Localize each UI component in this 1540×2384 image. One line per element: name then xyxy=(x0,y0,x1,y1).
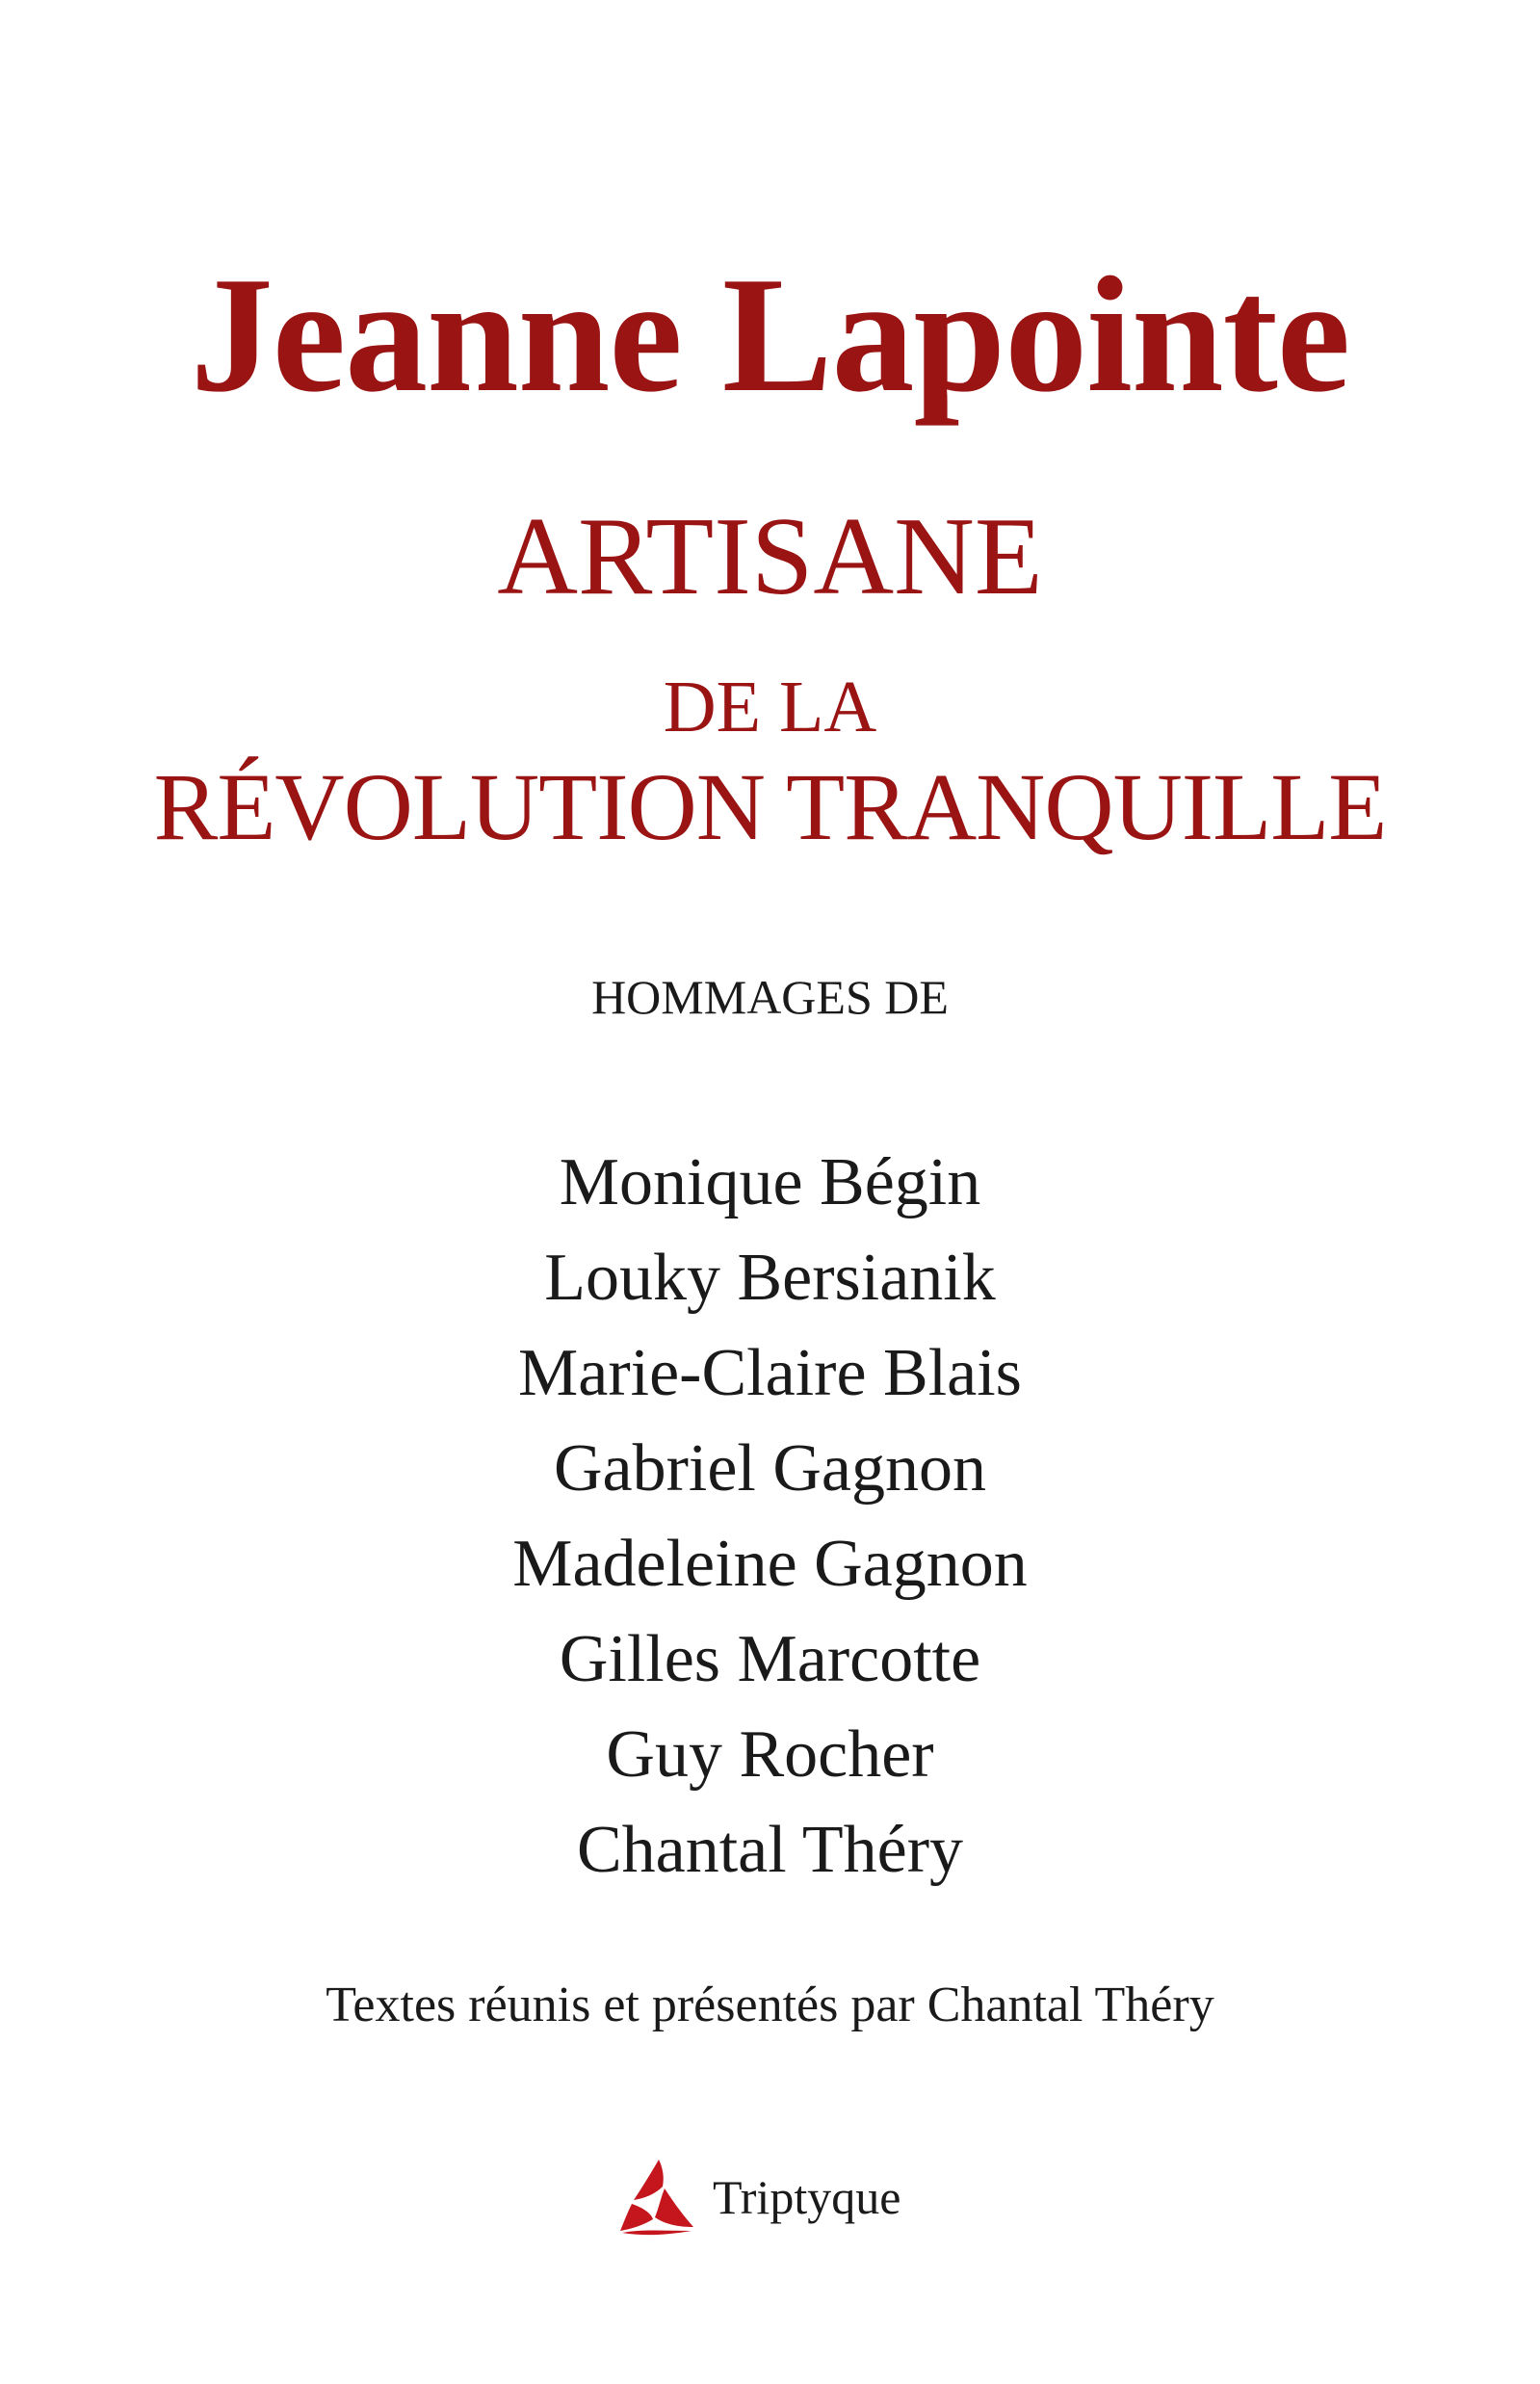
contributor-name: Gabriel Gagnon xyxy=(553,1431,987,1506)
contributor-name: Marie-Claire Blais xyxy=(518,1336,1022,1410)
title-line-1: ARTISANE xyxy=(497,495,1043,618)
title-line-2: DE LA xyxy=(663,667,877,747)
editor-credit: Textes réunis et présentés par Chantal Théry xyxy=(326,1978,1214,2032)
publisher-name: Triptyque xyxy=(713,2170,901,2224)
publisher-imprint xyxy=(616,2156,901,2239)
hommages-heading: HOMMAGES DE xyxy=(591,970,949,1024)
triptyque-logo-icon xyxy=(616,2156,699,2239)
contributor-name: Madeleine Gagnon xyxy=(512,1527,1028,1601)
author-name: Jeanne Lapointe xyxy=(190,244,1350,427)
contributor-name: Guy Rocher xyxy=(606,1717,934,1792)
contributor-name: Monique Bégin xyxy=(559,1145,981,1219)
contributor-name: Gilles Marcotte xyxy=(559,1622,981,1696)
contributor-name: Chantal Théry xyxy=(576,1813,964,1887)
contributors-list xyxy=(0,1135,1540,1898)
contributor-name: Louky Bersianik xyxy=(544,1241,996,1315)
title-line-3: RÉVOLUTION TRANQUILLE xyxy=(153,753,1387,860)
